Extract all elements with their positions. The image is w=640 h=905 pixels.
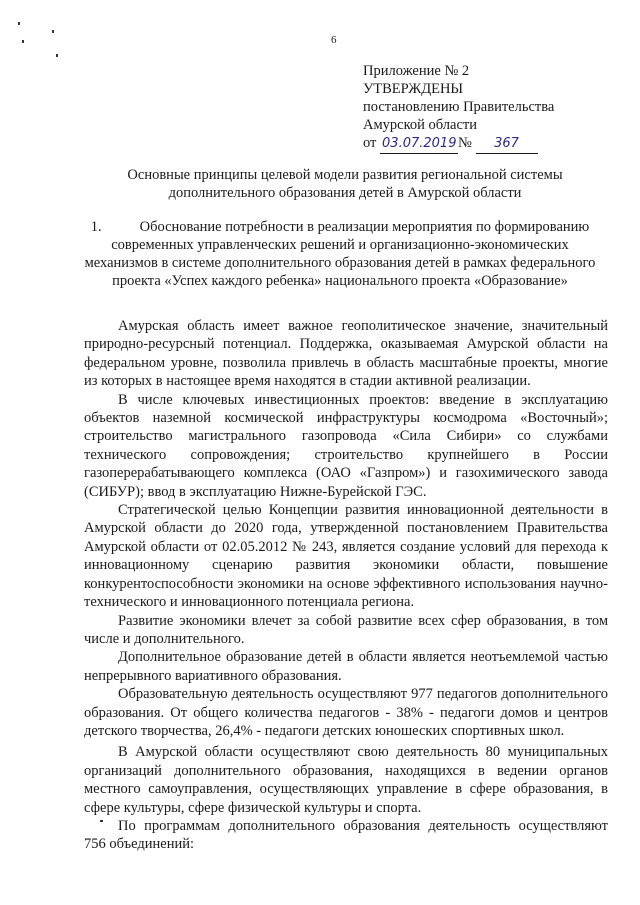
approved-label: УТВЕРЖДЕНЫ [363,81,464,97]
number-sign: № [458,135,472,151]
page-number: 6 [331,34,337,46]
section-number: 1. [90,219,102,235]
resolution-label: постановлению Правительства [363,99,555,115]
approval-date-line [363,134,554,154]
approval-block [363,62,554,154]
paragraph: Развитие экономики влечет за собой развитие всех сфер образования, в том числе и дополнительного. [84,612,608,647]
paragraph: Амурская область имеет важное геополитическое значение, значительный природно-ресурсный потенциал. Поддержка, оказываемая Амурской области на федеральном уровне, позволила привлечь в область масштабные проекты, многие из которых в настоящее время находятся в стадии активной реализации. [84,318,608,390]
handwritten-number: 367 [476,135,538,154]
appendix-label: Приложение № 2 [363,63,470,79]
section-text: Обоснование потребности в реализации мероприятия по формированию современных управленческих решений и организационно-экономических механизмов в системе дополнительного образования детей в рамках федерального проекта «Успех каждого ребенка» национального проекта «Образование» [84,219,596,289]
document-title [110,166,580,202]
paragraph: В числе ключевых инвестиционных проектов: введение в эксплуатацию объектов наземной космической инфраструктуры космодрома «Восточный»; строительство магистрального газопровода «Сила Сибири» со службами технического сопровождения; строительство крупнейшего в России газоперерабатывающего комплекса (ОАО «Газпром») и газохимического завода (СИБУР); ввод в эксплуатацию Нижне-Бурейской ГЭС. [84,391,608,500]
title-line-2: дополнительного образования детей в Амурской области [168,185,522,201]
paragraph: Стратегической целью Концепции развития инновационной деятельности в Амурской области до 2020 года, утвержденной постановлением Правительства Амурской области от 02.05.2012 № 243, является создание условий для перехода к инновационному сценарию развития экономики области, повышение конкурентоспособности экономики на основе эффективного использования научно-технического и инновационного потенциала региона. [84,502,608,611]
body-text [84,317,608,854]
handwritten-date: 03.07.2019 [380,135,458,154]
paragraph: В Амурской области осуществляют свою деятельность 80 муниципальных организаций дополнительного образования, находящихся в ведении органов местного самоуправления, осуществляющих управление в сфере образования, в сфере культуры, сфере физической культуры и спорта. [84,744,608,816]
section-heading [84,218,596,290]
date-prefix: от [363,135,377,151]
region-label: Амурской области [363,117,477,133]
title-line-1: Основные принципы целевой модели развития региональной системы [127,167,563,183]
paragraph: Дополнительное образование детей в области является неотъемлемой частью непрерывного вариативного образования. [84,649,608,684]
paragraph: По программам дополнительного образования деятельность осуществляют 756 объединений: [84,817,608,853]
paragraph: Образовательную деятельность осуществляют 977 педагогов дополнительного образования. От общего количества педагогов - 38% - педагоги домов и центров детского творчества, 26,4% - педагоги детских юношеских спортивных школ. [84,686,608,739]
